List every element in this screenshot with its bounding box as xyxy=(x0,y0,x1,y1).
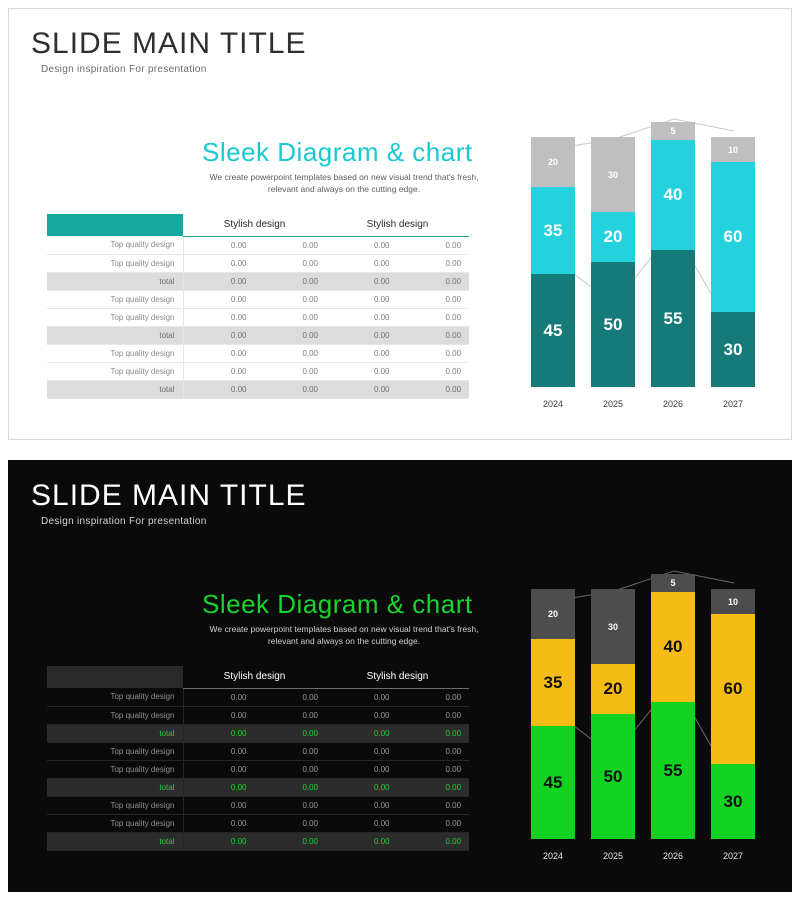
table-row xyxy=(47,362,469,380)
bar-segment-top: 20 xyxy=(531,589,575,639)
table-row xyxy=(47,814,469,832)
table-row xyxy=(47,760,469,778)
cell: 0.00 xyxy=(398,778,470,796)
cell: 0.00 xyxy=(326,742,398,760)
bar-2025 xyxy=(591,137,635,387)
table-row xyxy=(47,742,469,760)
cell: 0.00 xyxy=(398,362,470,380)
table-col-header: Stylish design xyxy=(326,214,469,236)
cell: 0.00 xyxy=(255,272,327,290)
cell: 0.00 xyxy=(255,308,327,326)
table-row xyxy=(47,706,469,724)
table-row xyxy=(47,344,469,362)
table-col-header xyxy=(47,666,183,688)
cell: 0.00 xyxy=(326,272,398,290)
data-table xyxy=(47,214,469,399)
bar-segment-middle: 35 xyxy=(531,187,575,274)
row-label: Top quality design xyxy=(47,814,183,832)
section-title: Sleek Diagram & chart xyxy=(202,137,473,167)
bar-segment-bottom: 45 xyxy=(531,274,575,387)
x-axis-label: 2027 xyxy=(722,399,744,409)
cell: 0.00 xyxy=(255,742,327,760)
bar-segment-bottom: 30 xyxy=(711,312,755,387)
row-label: total xyxy=(47,380,183,398)
row-label: total xyxy=(47,326,183,344)
stacked-bar-chart-dark xyxy=(509,561,769,881)
cell: 0.00 xyxy=(398,236,470,254)
row-label: Top quality design xyxy=(47,236,183,254)
cell: 0.00 xyxy=(398,814,470,832)
bar-segment-top: 5 xyxy=(651,574,695,592)
cell: 0.00 xyxy=(255,344,327,362)
cell: 0.00 xyxy=(398,290,470,308)
bar-segment-top: 5 xyxy=(651,122,695,140)
cell: 0.00 xyxy=(183,832,255,850)
bar-segment-middle: 20 xyxy=(591,664,635,714)
cell: 0.00 xyxy=(398,724,470,742)
cell: 0.00 xyxy=(255,724,327,742)
cell: 0.00 xyxy=(255,362,327,380)
bar-2026 xyxy=(651,574,695,839)
row-label: total xyxy=(47,832,183,850)
cell: 0.00 xyxy=(183,814,255,832)
table-row xyxy=(47,308,469,326)
bar-segment-top: 30 xyxy=(591,589,635,664)
cell: 0.00 xyxy=(398,760,470,778)
section-description: We create powerpoint templates based on new visual trend that's fresh, relevant and always on the cutting edge. xyxy=(209,624,479,646)
table-header-row xyxy=(47,666,469,688)
cell: 0.00 xyxy=(326,254,398,272)
cell: 0.00 xyxy=(183,724,255,742)
cell: 0.00 xyxy=(183,290,255,308)
cell: 0.00 xyxy=(398,326,470,344)
cell: 0.00 xyxy=(183,344,255,362)
cell: 0.00 xyxy=(183,742,255,760)
bar-segment-bottom: 55 xyxy=(651,702,695,839)
cell: 0.00 xyxy=(255,796,327,814)
table-row-total xyxy=(47,272,469,290)
row-label: total xyxy=(47,724,183,742)
page-subtitle: Design inspiration For presentation xyxy=(41,516,207,527)
bar-2024 xyxy=(531,137,575,387)
cell: 0.00 xyxy=(398,344,470,362)
cell: 0.00 xyxy=(326,814,398,832)
cell: 0.00 xyxy=(183,308,255,326)
cell: 0.00 xyxy=(326,344,398,362)
table-row xyxy=(47,796,469,814)
bar-segment-top: 10 xyxy=(711,137,755,162)
slide-light xyxy=(8,8,792,440)
bar-segment-middle: 60 xyxy=(711,614,755,764)
cell: 0.00 xyxy=(398,796,470,814)
bars-group xyxy=(509,561,769,861)
cell: 0.00 xyxy=(398,272,470,290)
cell: 0.00 xyxy=(255,778,327,796)
cell: 0.00 xyxy=(326,290,398,308)
cell: 0.00 xyxy=(255,814,327,832)
bar-2026 xyxy=(651,122,695,387)
table-row xyxy=(47,290,469,308)
cell: 0.00 xyxy=(398,688,470,706)
cell: 0.00 xyxy=(255,236,327,254)
table-row-total xyxy=(47,724,469,742)
bar-segment-bottom: 50 xyxy=(591,714,635,839)
page-title: SLIDE MAIN TITLE xyxy=(31,479,307,512)
bar-segment-middle: 20 xyxy=(591,212,635,262)
page-subtitle: Design inspiration For presentation xyxy=(41,64,207,75)
x-axis-label: 2027 xyxy=(722,851,744,861)
row-label: Top quality design xyxy=(47,706,183,724)
cell: 0.00 xyxy=(183,362,255,380)
cell: 0.00 xyxy=(183,706,255,724)
table-col-header: Stylish design xyxy=(183,214,326,236)
bar-segment-bottom: 30 xyxy=(711,764,755,839)
bar-segment-bottom: 55 xyxy=(651,250,695,387)
row-label: Top quality design xyxy=(47,362,183,380)
table-col-header: Stylish design xyxy=(183,666,326,688)
table-col-header: Stylish design xyxy=(326,666,469,688)
cell: 0.00 xyxy=(255,832,327,850)
row-label: total xyxy=(47,272,183,290)
x-axis-label: 2026 xyxy=(662,399,684,409)
row-label: total xyxy=(47,778,183,796)
bar-2025 xyxy=(591,589,635,839)
x-axis-label: 2024 xyxy=(542,399,564,409)
cell: 0.00 xyxy=(183,380,255,398)
table-row-total xyxy=(47,778,469,796)
x-axis-label: 2025 xyxy=(602,399,624,409)
cell: 0.00 xyxy=(326,706,398,724)
cell: 0.00 xyxy=(255,380,327,398)
row-label: Top quality design xyxy=(47,688,183,706)
page-title: SLIDE MAIN TITLE xyxy=(31,27,307,60)
cell: 0.00 xyxy=(255,326,327,344)
bar-segment-top: 30 xyxy=(591,137,635,212)
table-row xyxy=(47,254,469,272)
row-label: Top quality design xyxy=(47,760,183,778)
cell: 0.00 xyxy=(255,760,327,778)
cell: 0.00 xyxy=(398,706,470,724)
x-axis-label: 2024 xyxy=(542,851,564,861)
cell: 0.00 xyxy=(398,742,470,760)
cell: 0.00 xyxy=(398,254,470,272)
table-header-row xyxy=(47,214,469,236)
bars-group xyxy=(509,109,769,409)
bar-2024 xyxy=(531,589,575,839)
bar-segment-middle: 60 xyxy=(711,162,755,312)
cell: 0.00 xyxy=(326,688,398,706)
bar-2027 xyxy=(711,589,755,839)
cell: 0.00 xyxy=(398,380,470,398)
table-col-header xyxy=(47,214,183,236)
slide-dark xyxy=(8,460,792,892)
cell: 0.00 xyxy=(183,760,255,778)
table-body xyxy=(47,236,469,398)
cell: 0.00 xyxy=(326,724,398,742)
row-label: Top quality design xyxy=(47,290,183,308)
row-label: Top quality design xyxy=(47,742,183,760)
cell: 0.00 xyxy=(183,688,255,706)
x-axis-label: 2026 xyxy=(662,851,684,861)
bar-segment-middle: 40 xyxy=(651,592,695,702)
cell: 0.00 xyxy=(255,688,327,706)
cell: 0.00 xyxy=(326,380,398,398)
bar-segment-middle: 40 xyxy=(651,140,695,250)
bar-segment-bottom: 45 xyxy=(531,726,575,839)
cell: 0.00 xyxy=(183,326,255,344)
cell: 0.00 xyxy=(326,778,398,796)
cell: 0.00 xyxy=(326,832,398,850)
x-axis-label: 2025 xyxy=(602,851,624,861)
bar-segment-top: 20 xyxy=(531,137,575,187)
bar-segment-bottom: 50 xyxy=(591,262,635,387)
table-row-total xyxy=(47,380,469,398)
section-title: Sleek Diagram & chart xyxy=(202,589,473,619)
cell: 0.00 xyxy=(398,308,470,326)
cell: 0.00 xyxy=(183,272,255,290)
row-label: Top quality design xyxy=(47,308,183,326)
bar-segment-top: 10 xyxy=(711,589,755,614)
section-description: We create powerpoint templates based on new visual trend that's fresh, relevant and always on the cutting edge. xyxy=(209,172,479,194)
table-row-total xyxy=(47,326,469,344)
data-table xyxy=(47,666,469,851)
row-label: Top quality design xyxy=(47,796,183,814)
bar-segment-middle: 35 xyxy=(531,639,575,726)
cell: 0.00 xyxy=(255,254,327,272)
cell: 0.00 xyxy=(326,796,398,814)
table-row xyxy=(47,236,469,254)
cell: 0.00 xyxy=(398,832,470,850)
table-row-total xyxy=(47,832,469,850)
cell: 0.00 xyxy=(326,326,398,344)
row-label: Top quality design xyxy=(47,254,183,272)
cell: 0.00 xyxy=(326,236,398,254)
bar-2027 xyxy=(711,137,755,387)
stacked-bar-chart-light xyxy=(509,109,769,429)
cell: 0.00 xyxy=(183,236,255,254)
cell: 0.00 xyxy=(326,760,398,778)
cell: 0.00 xyxy=(326,362,398,380)
cell: 0.00 xyxy=(183,778,255,796)
cell: 0.00 xyxy=(326,308,398,326)
cell: 0.00 xyxy=(183,254,255,272)
table-body xyxy=(47,688,469,850)
cell: 0.00 xyxy=(255,290,327,308)
table-row xyxy=(47,688,469,706)
row-label: Top quality design xyxy=(47,344,183,362)
cell: 0.00 xyxy=(183,796,255,814)
cell: 0.00 xyxy=(255,706,327,724)
